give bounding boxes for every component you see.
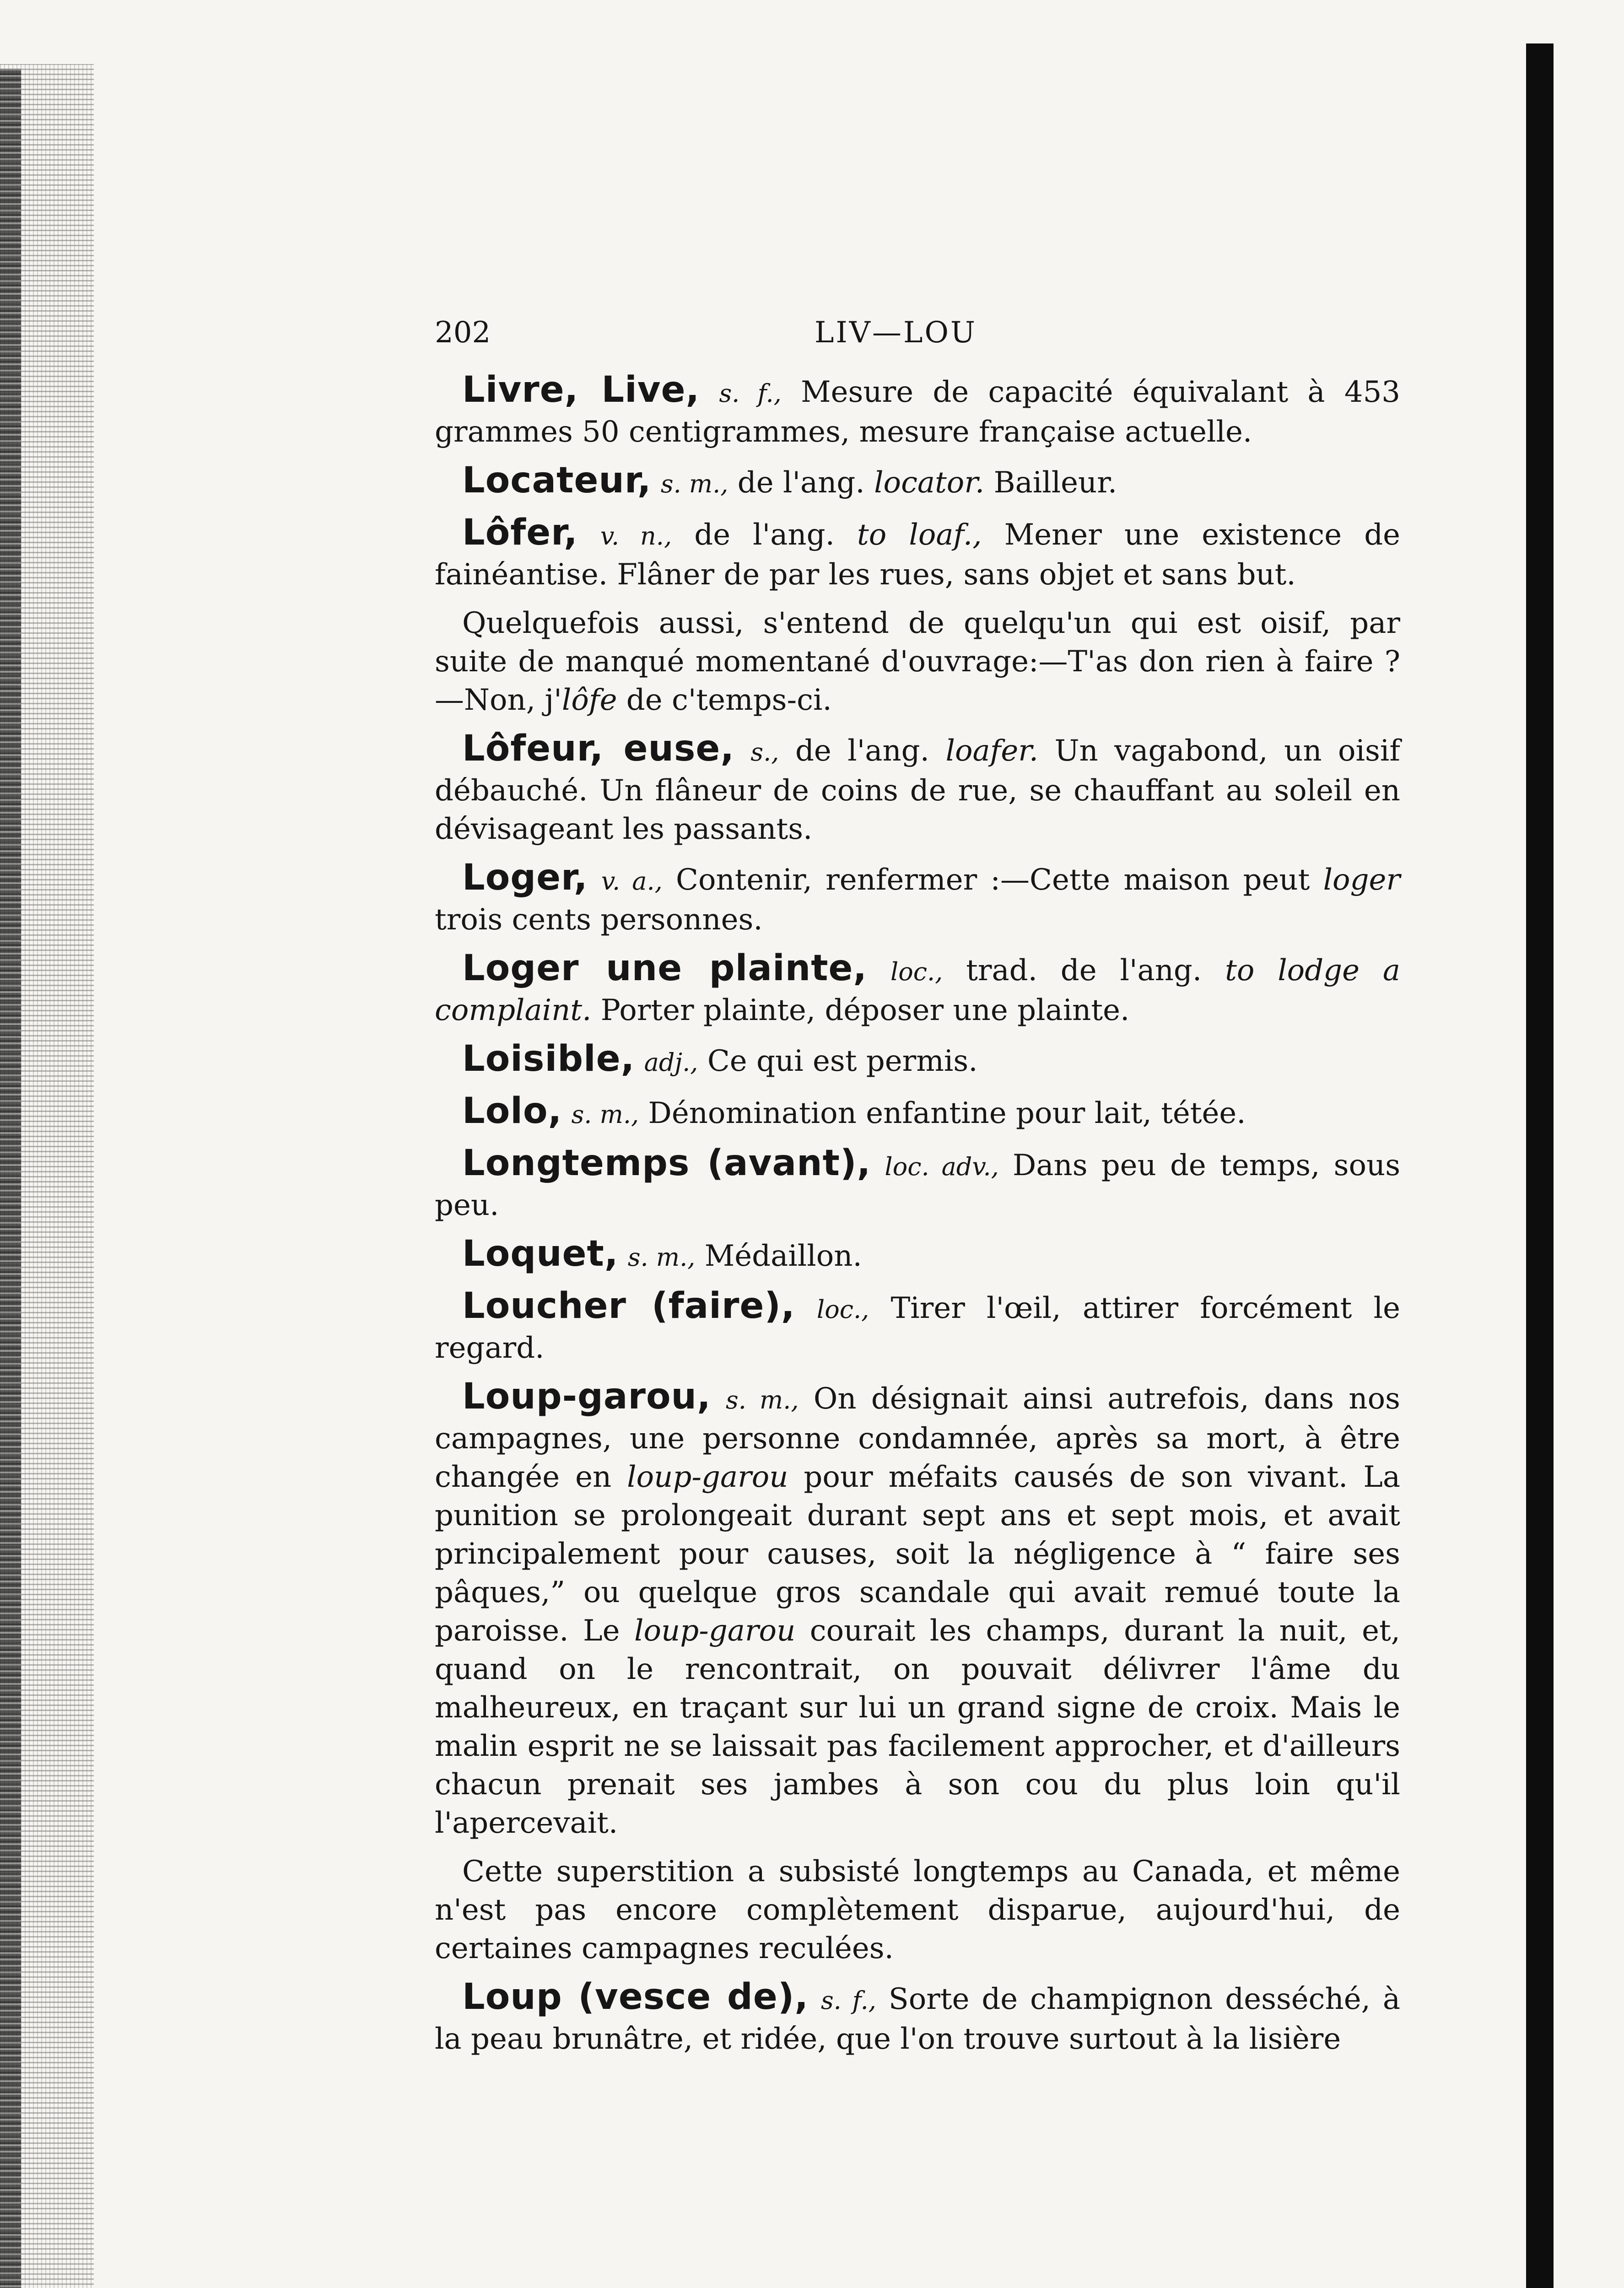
definition: Bailleur.: [993, 466, 1117, 500]
entry-locateur: [435, 461, 1400, 503]
etymology-prefix: de l'ang.: [694, 518, 835, 552]
entry-longtemps: [435, 1144, 1400, 1225]
page-header: [435, 316, 1400, 371]
headword: Loger,: [462, 857, 588, 898]
headword: Longtemps (avant),: [462, 1143, 871, 1184]
grammar-tag: v. n.,: [600, 522, 672, 550]
grammar-tag: loc. adv.,: [885, 1152, 999, 1181]
paragraph-lofer-usage: [435, 604, 1400, 719]
headword: Loup-garou,: [462, 1376, 711, 1417]
grammar-tag: loc.,: [816, 1295, 869, 1324]
grammar-tag: s. f.,: [719, 379, 782, 408]
entry-loucher: [435, 1287, 1400, 1367]
headword: Locateur,: [462, 460, 652, 501]
definition: courait les champs, durant la nuit, et, quand on le rencontrait, on pouvait délivrer l'âme du malheureux, en traçant sur lui un grand signe de croix. Mais le malin esprit ne se laissait pas facilement approcher, et d'ailleurs chacun prenait ses jambes à son cou du plus loin qu'il l'apercevait.: [435, 1614, 1401, 1840]
entry-loup-vesce: [435, 1978, 1400, 2058]
paragraph-text: Quelquefois aussi, s'entend de quelqu'un qui est oisif, par suite de manqué momentané d'ouvrage:—T'as don rien à faire ? —Non, j': [435, 606, 1400, 717]
entry-loup-garou: [435, 1377, 1400, 1842]
example-word: loup-garou: [627, 1460, 788, 1494]
definition: Contenir, renfermer :—Cette maison peut: [676, 863, 1323, 897]
grammar-tag: s. m.,: [726, 1386, 799, 1414]
dictionary-page: [435, 316, 1400, 2068]
definition: Mener une existence de fainéantise. Flâner de par les rues, sans objet et sans but.: [435, 518, 1401, 592]
definition: Médaillon.: [704, 1239, 862, 1273]
scan-edge-dark: [0, 69, 21, 2288]
definition: Sorte de champignon desséché, à la peau brunâtre, et ridée, que l'on trouve surtout à la lisière: [435, 1982, 1401, 2056]
etymology-word: locator.: [874, 466, 985, 500]
headword: Loquet,: [462, 1233, 619, 1274]
definition: Porter plainte, déposer une plainte.: [600, 993, 1130, 1027]
example-word: loup-garou: [634, 1614, 796, 1648]
example-word: lôfe: [561, 683, 617, 717]
paragraph-text: Cette superstition a subsisté longtemps au Canada, et même n'est pas encore complètement disparue, aujourd'hui, de certaines campagnes reculées.: [435, 1855, 1400, 1965]
entry-loger-une-plainte: [435, 949, 1400, 1030]
entry-loisible: [435, 1040, 1400, 1082]
grammar-tag: loc.,: [890, 957, 943, 986]
page-number: 202: [435, 316, 491, 350]
grammar-tag: s. m.,: [660, 469, 728, 498]
grammar-tag: s. m.,: [571, 1100, 639, 1129]
etymology-prefix: trad. de l'ang.: [966, 954, 1202, 988]
grammar-tag: v. a.,: [601, 867, 663, 896]
etymology-word: to loaf.,: [857, 518, 982, 552]
definition: Tirer l'œil, attirer forcément le regard.: [435, 1291, 1401, 1365]
headword: Loucher (faire),: [462, 1285, 795, 1327]
headword: Lôfeur, euse,: [462, 728, 734, 769]
running-head: LIV—LOU: [815, 316, 977, 350]
entry-livre: [435, 371, 1400, 451]
grammar-tag: adj.,: [644, 1048, 698, 1077]
grammar-tag: s. m.,: [627, 1243, 696, 1272]
headword: Loup (vesce de),: [462, 1976, 809, 2018]
definition: Mesure de capacité équivalant à 453 grammes 50 centigrammes, mesure française actuelle.: [435, 375, 1401, 449]
paragraph-text: de c'temps-ci.: [617, 683, 832, 717]
definition: Dénomination enfantine pour lait, tétée.: [648, 1096, 1246, 1130]
etymology-word: loafer.: [945, 734, 1039, 768]
etymology-word: to lodge a complaint.: [435, 954, 1401, 1027]
etymology-prefix: de l'ang.: [737, 466, 865, 500]
definition: pour méfaits causés de son vivant. La punition se prolongeait durant sept ans et sept mois, et avait principalement pour causes, soit la négligence à “ faire ses pâques,” ou quelque gros scandale qui avait remué toute la paroisse. Le: [435, 1460, 1401, 1648]
headword: Lôfer,: [462, 512, 578, 553]
definition: trois cents personnes.: [435, 903, 763, 937]
definition: Un vagabond, un oisif débauché. Un flâneur de coins de rue, se chauffant au soleil en dévisageant les passants.: [435, 734, 1401, 846]
scan-edge-right: [1526, 43, 1554, 2288]
entry-loquet: [435, 1235, 1400, 1277]
entry-lofeur: [435, 729, 1400, 848]
grammar-tag: s.,: [750, 738, 779, 766]
etymology-prefix: de l'ang.: [795, 734, 929, 768]
headword: Loger une plainte,: [462, 948, 868, 989]
grammar-tag: s. f.,: [820, 1986, 876, 2015]
definition: Dans peu de temps, sous peu.: [435, 1149, 1401, 1222]
entry-loger: [435, 858, 1400, 939]
definition: Ce qui est permis.: [707, 1044, 978, 1078]
definition: On désignait ainsi autrefois, dans nos campagnes, une personne condamnée, après sa mort, à être changée en: [435, 1382, 1401, 1494]
example-word: loger: [1323, 863, 1401, 897]
headword: Loisible,: [462, 1038, 635, 1079]
headword: Lolo,: [462, 1090, 562, 1132]
entry-lofer: [435, 513, 1400, 594]
headword: Livre, Live,: [462, 369, 700, 410]
entry-lolo: [435, 1092, 1400, 1134]
paragraph-loup-garou-note: [435, 1852, 1400, 1968]
